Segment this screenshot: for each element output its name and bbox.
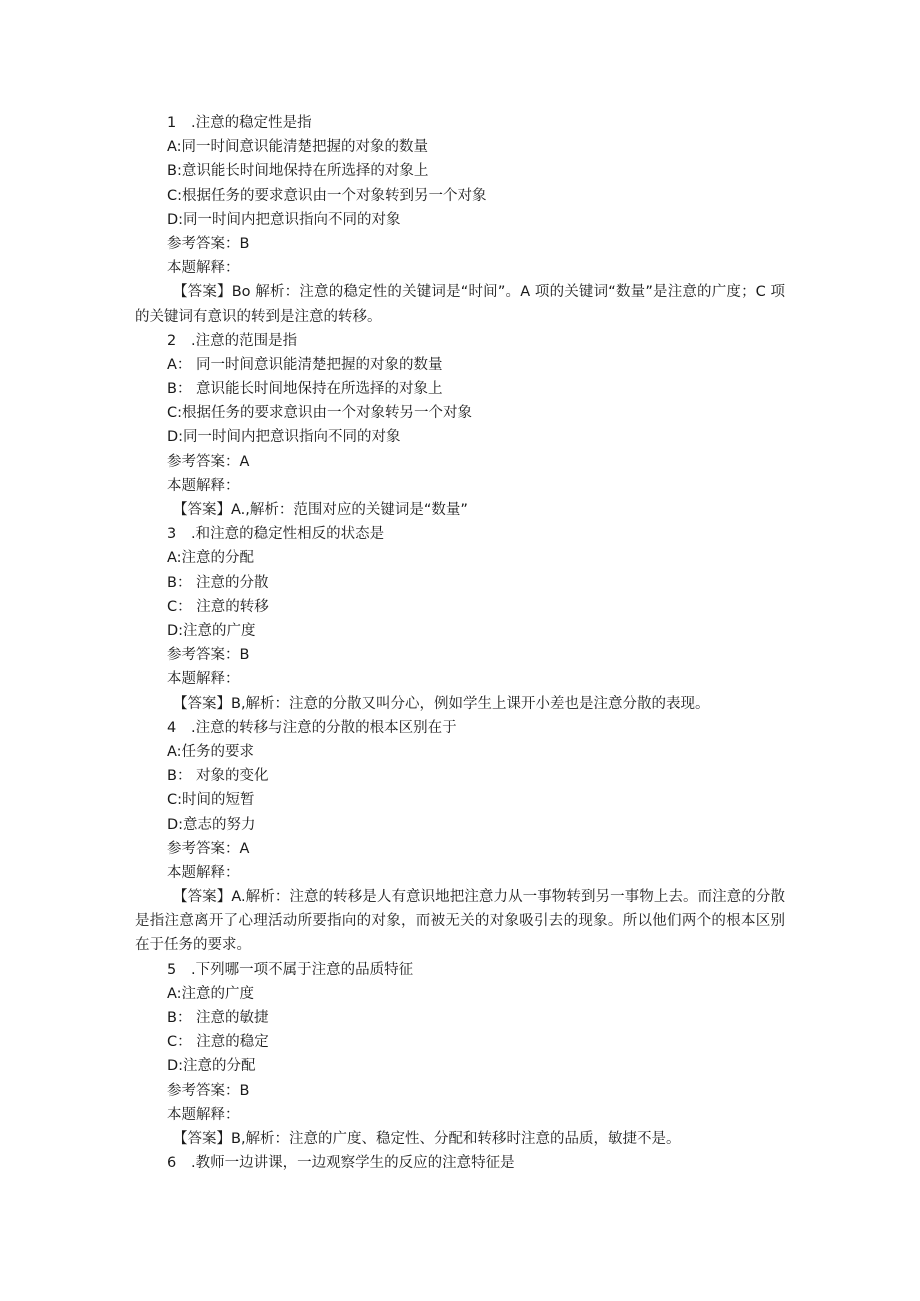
reference-answer: 参考答案：A xyxy=(167,453,250,470)
analysis-text: 【答案】B,解析：注意的分散又叫分心，例如学生上课开小差也是注意分散的表现。 xyxy=(173,695,710,712)
question-number: 3 xyxy=(167,526,177,543)
option-d: D:同一时间内把意识指向不同的对象 xyxy=(167,429,401,446)
explanation-label: 本题解释： xyxy=(167,477,240,494)
explanation-label: 本题解释： xyxy=(167,1106,240,1123)
explanation-label: 本题解释： xyxy=(167,260,240,277)
question-number: 6 xyxy=(167,1155,177,1172)
option-a: A:注意的分配 xyxy=(167,550,255,567)
question-stem: 5 .下列哪一项不属于注意的品质特征 xyxy=(135,958,785,982)
question-number: 4 xyxy=(167,719,177,736)
question-stem: 2 .注意的范围是指 xyxy=(135,329,785,353)
analysis-text: 【答案】B,解析：注意的广度、稳定性、分配和转移时注意的品质，敏捷不是。 xyxy=(173,1130,681,1147)
option-a: A:任务的要求 xyxy=(167,743,255,760)
option-b: B： 意识能长时间地保持在所选择的对象上 xyxy=(167,381,443,398)
option-c: C:时间的短暂 xyxy=(167,792,255,809)
reference-answer: 参考答案：B xyxy=(167,235,250,252)
option-c: C:根据任务的要求意识由一个对象转另一个对象 xyxy=(167,405,473,422)
option-d: D:注意的分配 xyxy=(167,1058,256,1075)
option-d: D:同一时间内把意识指向不同的对象 xyxy=(167,211,401,228)
option-c: C： 注意的转移 xyxy=(167,598,269,615)
question-number: 2 xyxy=(167,332,177,349)
analysis-text: 【答案】A.,解析：范围对应的关键词是“数量” xyxy=(173,502,468,519)
question-stem: 6 .教师一边讲课，一边观察学生的反应的注意特征是 xyxy=(135,1151,785,1175)
analysis-text: 【答案】A.解析：注意的转移是人有意识地把注意力从一事物转到另一事物上去。而注意的分散是指注意离开了心理活动所要指向的对象，而被无关的对象吸引去的现象。所以他们两个的根本区别在于任务的要求。 xyxy=(135,889,785,954)
option-b: B： 对象的变化 xyxy=(167,768,269,785)
option-b: B： 注意的分散 xyxy=(167,574,269,591)
question-list xyxy=(135,111,785,1175)
option-b: B： 注意的敏捷 xyxy=(167,1010,269,1027)
question-stem: 1 .注意的稳定性是指 xyxy=(135,111,785,135)
option-a: A:同一时间意识能清楚把握的对象的数量 xyxy=(167,139,429,156)
reference-answer: 参考答案：A xyxy=(167,840,250,857)
option-c: C： 注意的稳定 xyxy=(167,1034,269,1051)
question-stem: 3 .和注意的稳定性相反的状态是 xyxy=(135,522,785,546)
option-c: C:根据任务的要求意识由一个对象转到另一个对象 xyxy=(167,187,487,204)
explanation-label: 本题解释： xyxy=(167,671,240,688)
question-number: 1 xyxy=(167,115,177,131)
option-d: D:意志的努力 xyxy=(167,816,256,833)
option-a: A： 同一时间意识能清楚把握的对象的数量 xyxy=(167,356,443,373)
question-stem: 4 .注意的转移与注意的分散的根本区别在于 xyxy=(135,716,785,740)
reference-answer: 参考答案：B xyxy=(167,1082,250,1099)
analysis-text: 【答案】Bo 解析：注意的稳定性的关键词是“时间”。A 项的关键词“数量”是注意的广度；C 项的关键词有意识的转到是注意的转移。 xyxy=(135,284,785,325)
option-b: B:意识能长时间地保持在所选择的对象上 xyxy=(167,163,429,180)
reference-answer: 参考答案：B xyxy=(167,647,250,664)
question-number: 5 xyxy=(167,961,177,978)
option-d: D:注意的广度 xyxy=(167,622,256,639)
explanation-label: 本题解释： xyxy=(167,864,240,881)
option-a: A:注意的广度 xyxy=(167,985,255,1002)
